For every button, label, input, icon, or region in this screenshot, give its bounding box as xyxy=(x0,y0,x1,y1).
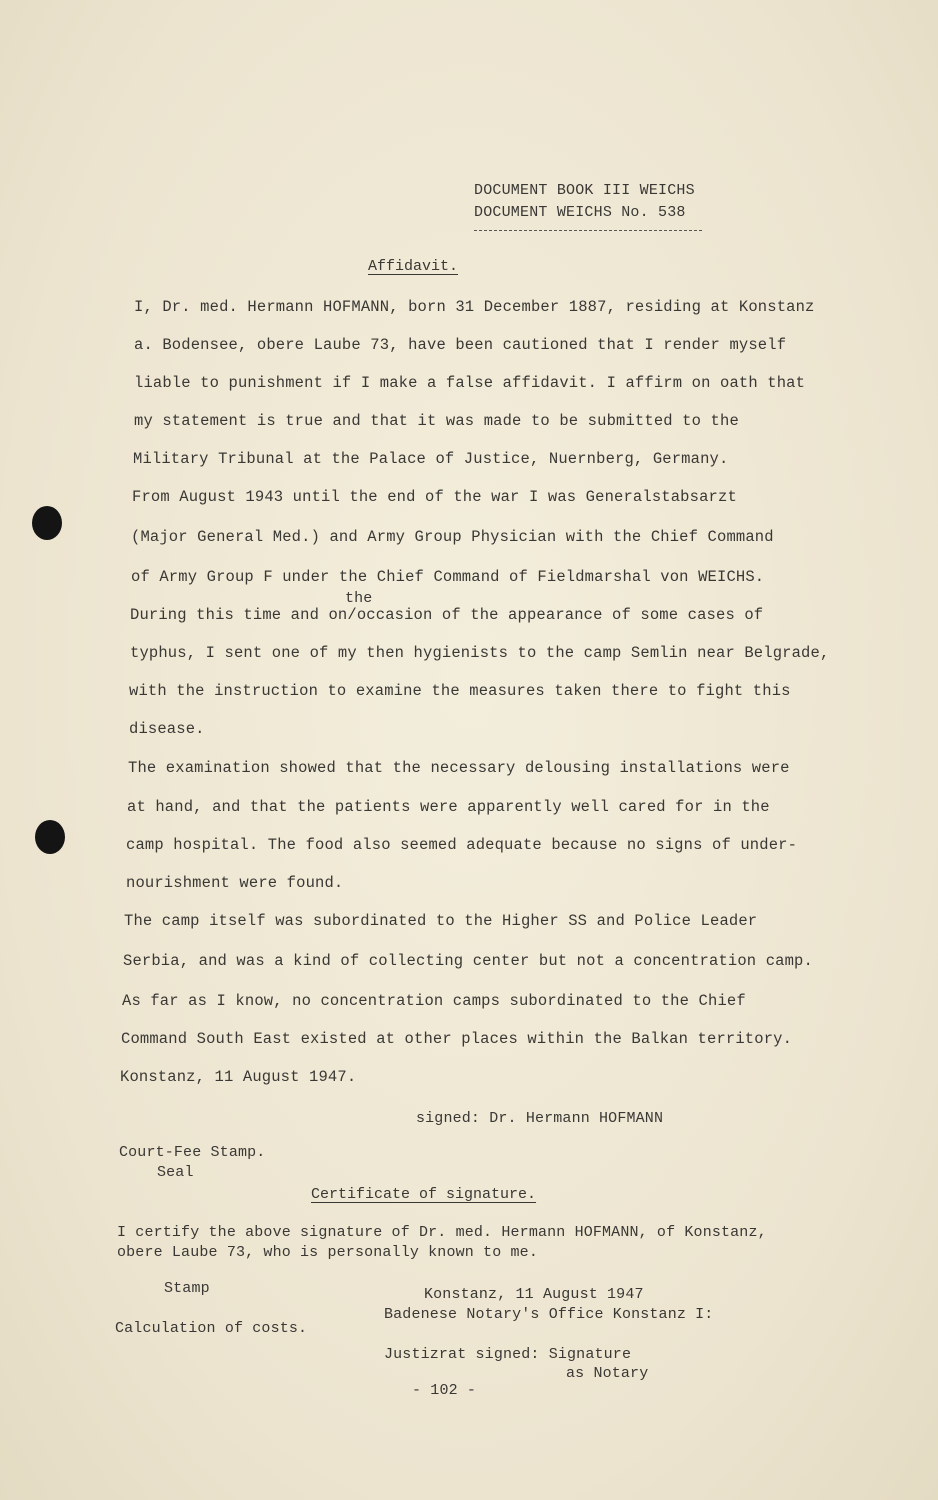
body-line: my statement is true and that it was made to be submitted to the xyxy=(134,412,739,430)
document-number-line: DOCUMENT WEICHS No. 538 xyxy=(474,204,686,221)
seal-label: Seal xyxy=(157,1164,194,1181)
punch-hole-top xyxy=(32,506,62,540)
certificate-line: I certify the above signature of Dr. med. Hermann HOFMANN, of Konstanz, xyxy=(117,1224,767,1241)
body-line: camp hospital. The food also seemed adequate because no signs of under- xyxy=(126,836,798,854)
body-line: (Major General Med.) and Army Group Physician with the Chief Command xyxy=(131,528,774,546)
body-line: disease. xyxy=(129,720,205,738)
certificate-place-date: Konstanz, 11 August 1947 xyxy=(424,1286,644,1303)
notary-title: as Notary xyxy=(566,1365,649,1382)
body-line: The examination showed that the necessary delousing installations were xyxy=(128,759,790,777)
certificate-title: Certificate of signature. xyxy=(311,1186,537,1203)
body-line: typhus, I sent one of my then hygienists to the camp Semlin near Belgrade, xyxy=(130,644,830,662)
notary-office: Badenese Notary's Office Konstanz I: xyxy=(384,1306,714,1323)
body-line: with the instruction to examine the measures taken there to fight this xyxy=(129,682,791,700)
body-line: Military Tribunal at the Palace of Justice, Nuernberg, Germany. xyxy=(133,450,729,468)
body-line: Command South East existed at other places within the Balkan territory. xyxy=(121,1030,793,1048)
notary-signature-line: Justizrat signed: Signature xyxy=(384,1346,632,1363)
body-line: I, Dr. med. Hermann HOFMANN, born 31 December 1887, residing at Konstanz xyxy=(134,298,815,316)
body-line: During this time and on/occasion of the appearance of some cases of xyxy=(130,606,764,624)
certificate-line: obere Laube 73, who is personally known to me. xyxy=(117,1244,538,1261)
body-line: nourishment were found. xyxy=(126,874,344,892)
body-line: Serbia, and was a kind of collecting center but not a concentration camp. xyxy=(123,952,813,970)
affidavit-title: Affidavit. xyxy=(368,258,459,275)
stamp-label: Stamp xyxy=(164,1280,210,1297)
body-insertion: the xyxy=(345,590,373,607)
body-line: The camp itself was subordinated to the Higher SS and Police Leader xyxy=(124,912,758,930)
signed-line: signed: Dr. Hermann HOFMANN xyxy=(416,1110,664,1127)
body-line: As far as I know, no concentration camps subordinated to the Chief xyxy=(122,992,746,1010)
place-date-line: Konstanz, 11 August 1947. xyxy=(120,1068,357,1086)
body-line: at hand, and that the patients were apparently well cared for in the xyxy=(127,798,770,816)
body-line: a. Bodensee, obere Laube 73, have been cautioned that I render myself xyxy=(134,336,787,354)
page-number: - 102 - xyxy=(412,1382,477,1399)
header-rule xyxy=(474,230,702,231)
body-line: of Army Group F under the Chief Command of Fieldmarshal von WEICHS. xyxy=(131,568,765,586)
body-line: liable to punishment if I make a false affidavit. I affirm on oath that xyxy=(134,374,806,392)
document-book-line: DOCUMENT BOOK III WEICHS xyxy=(474,182,695,199)
document-reference xyxy=(474,180,702,231)
body-line: From August 1943 until the end of the war I was Generalstabsarzt xyxy=(132,488,737,506)
court-fee-stamp: Court-Fee Stamp. xyxy=(119,1144,266,1161)
calculation-of-costs: Calculation of costs. xyxy=(115,1320,308,1337)
punch-hole-bottom xyxy=(35,820,65,854)
